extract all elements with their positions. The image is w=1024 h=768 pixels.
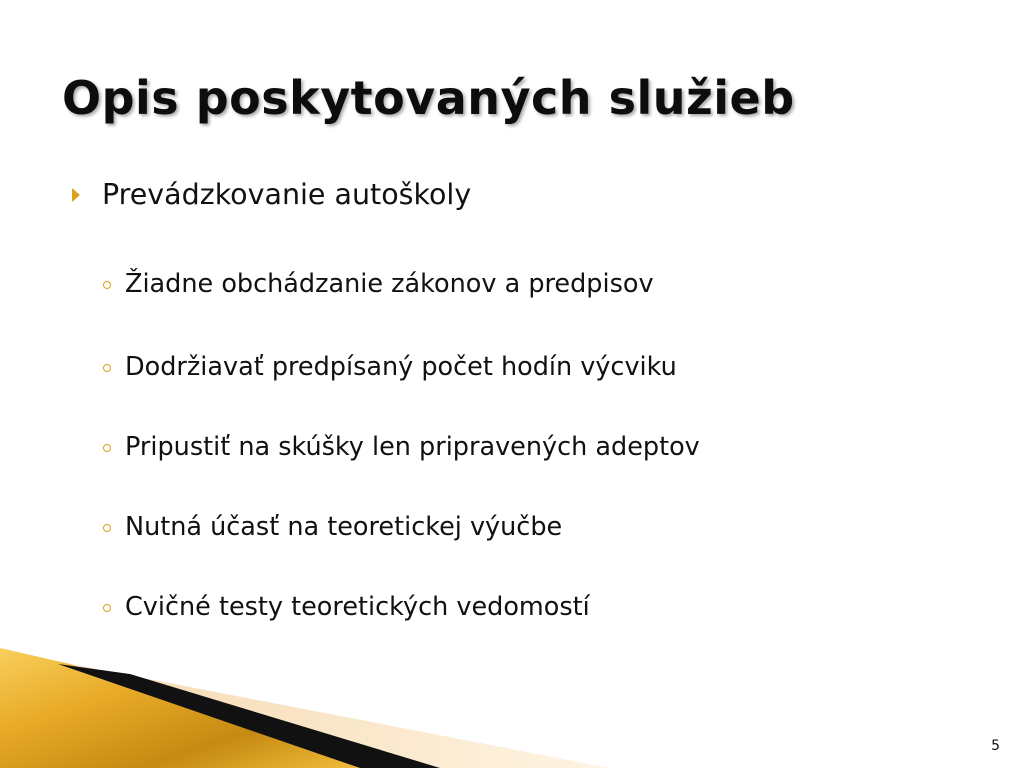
page-number: 5 [991, 738, 1000, 754]
sub-bullet-text: Pripustiť na skúšky len pripravených adeptov [125, 432, 700, 462]
sub-bullet [103, 427, 700, 467]
triangle-right-icon [72, 188, 80, 202]
ring-bullet-icon [103, 444, 111, 452]
ring-bullet-icon [103, 524, 111, 532]
slide-title: Opis poskytovaných služieb [62, 71, 795, 125]
gold-wedge [0, 648, 360, 768]
main-bullet [72, 172, 471, 216]
sub-bullet [103, 264, 654, 304]
sub-bullet [103, 507, 562, 547]
ring-bullet-icon [103, 604, 111, 612]
ring-bullet-icon [103, 364, 111, 372]
sub-bullet-text: Žiadne obchádzanie zákonov a predpisov [125, 269, 654, 299]
sub-bullet-text: Nutná účasť na teoretickej výučbe [125, 512, 563, 542]
sub-bullet [103, 347, 677, 387]
sub-bullet [103, 587, 590, 627]
main-bullet-text: Prevádzkovanie autoškoly [102, 177, 472, 211]
dark-band [58, 664, 440, 768]
ring-bullet-icon [103, 281, 111, 289]
cream-band [60, 662, 610, 768]
sub-bullet-text: Dodržiavať predpísaný počet hodín výcviku [125, 352, 677, 382]
sub-bullet-text: Cvičné testy teoretických vedomostí [125, 592, 590, 622]
